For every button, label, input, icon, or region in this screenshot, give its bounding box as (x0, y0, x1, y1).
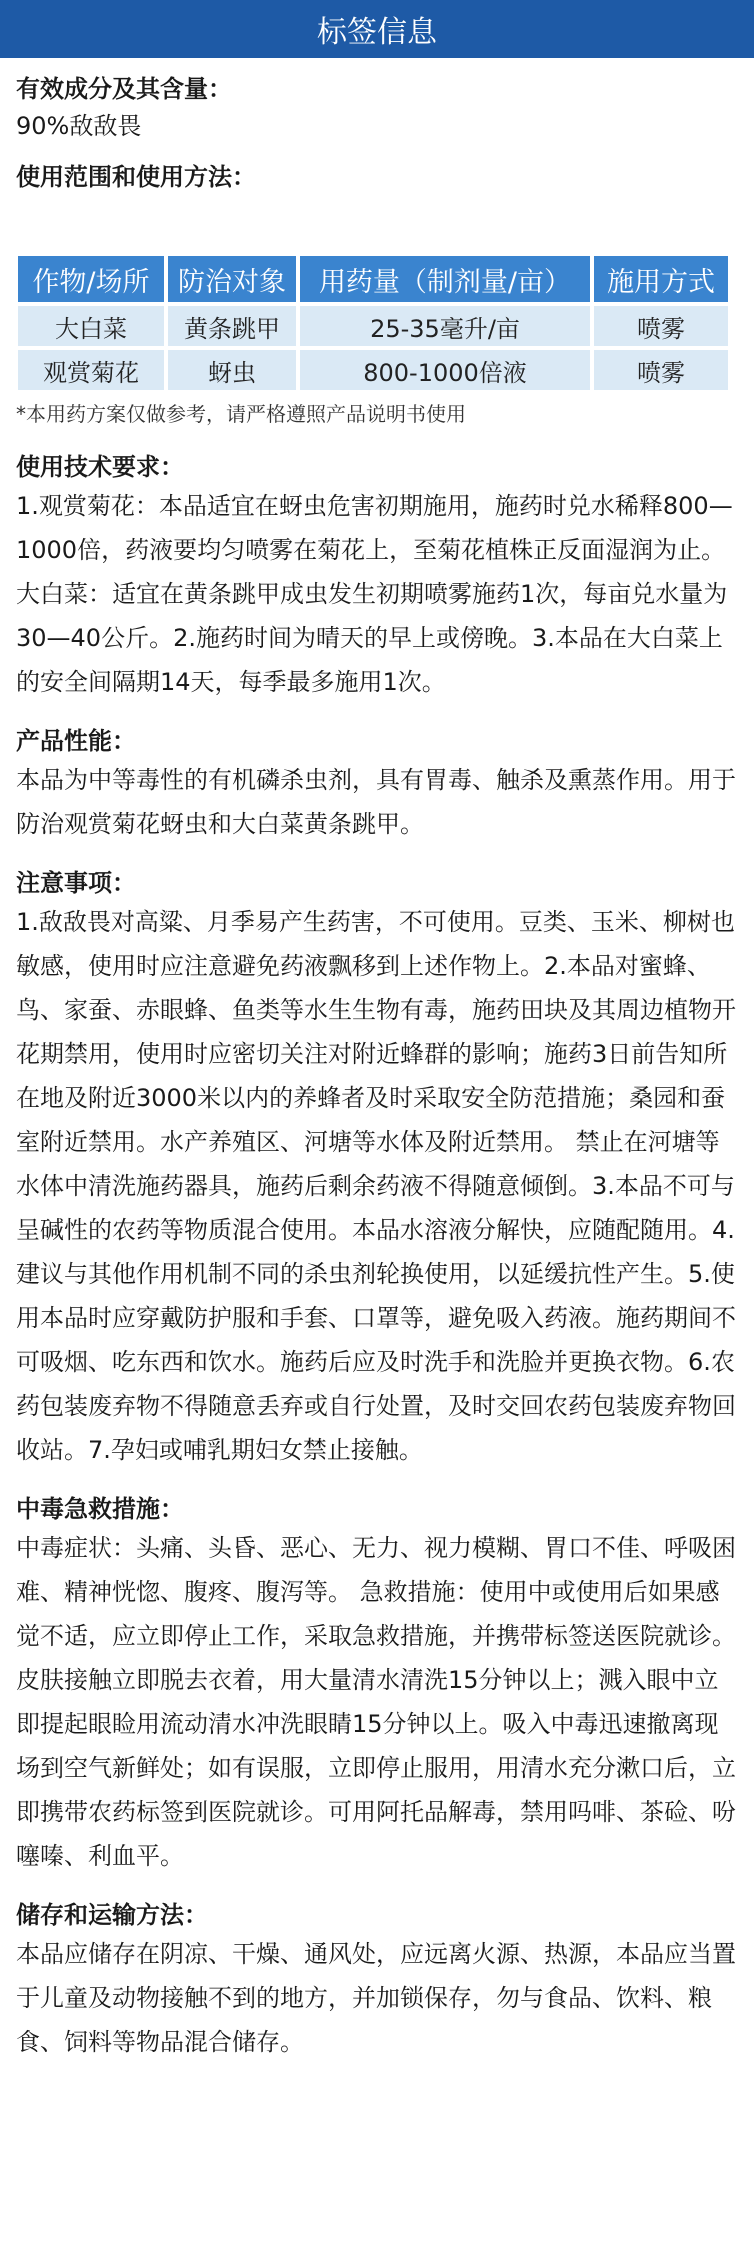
table-cell: 观赏菊花 (18, 350, 164, 390)
section-ingredient (16, 72, 738, 146)
section-usage (16, 160, 738, 428)
table-row (18, 306, 728, 346)
usage-title: 使用范围和使用方法： (16, 163, 256, 191)
usage-table-header (18, 256, 728, 302)
usage-note: *本用药方案仅做参考，请严格遵照产品说明书使用 (16, 402, 466, 426)
header-bar (0, 0, 754, 58)
section-tech (16, 450, 738, 704)
table-row (18, 350, 728, 390)
table-cell: 800-1000倍液 (300, 350, 590, 390)
cautions-title: 注意事项： (16, 869, 136, 897)
col-header-dosage: 用药量（制剂量/亩） (300, 256, 590, 302)
firstaid-text: 中毒症状：头痛、头昏、恶心、无力、视力模糊、胃口不佳、呼吸困难、精神恍惚、腹疼、腹泻等。 急救措施：使用中或使用后如果感觉不适，应立即停止工作，采取急救措施，并携带标签送医院就诊。皮肤接触立即脱去衣着，用大量清水清洗15分钟以上；溅入眼中立即提起眼睑用流动清水冲洗眼睛15分钟以上。吸入中毒迅速撤离现场到空气新鲜处；如有误服，立即停止服用，用清水充分漱口后，立即携带农药标签到医院就诊。可用阿托品解毒，禁用吗啡、茶硷、吩噻嗪、利血平。 (16, 1534, 736, 1870)
col-header-crop: 作物/场所 (18, 256, 164, 302)
section-firstaid (16, 1492, 738, 1878)
col-header-target: 防治对象 (168, 256, 296, 302)
ingredient-value: 90%敌敌畏 (16, 112, 142, 140)
cautions-text: 1.敌敌畏对高粱、月季易产生药害，不可使用。豆类、玉米、柳树也敏感，使用时应注意避免药液飘移到上述作物上。2.本品对蜜蜂、鸟、家蚕、赤眼蜂、鱼类等水生生物有毒，施药田块及其周边植物开花期禁用，使用时应密切关注对附近蜂群的影响；施药3日前告知所在地及附近3000米以内的养蜂者及时采取安全防范措施；桑园和蚕室附近禁用。水产养殖区、河塘等水体及附近禁用。 禁止在河塘等水体中清洗施药器具，施药后剩余药液不得随意倾倒。3.本品不可与呈碱性的农药等物质混合使用。本品水溶液分解快，应随配随用。4.建议与其他作用机制不同的杀虫剂轮换使用，以延缓抗性产生。5.使用本品时应穿戴防护服和手套、口罩等，避免吸入药液。施药期间不可吸烟、吃东西和饮水。施药后应及时洗手和洗脸并更换衣物。6.农药包装废弃物不得随意丢弃或自行处置，及时交回农药包装废弃物回收站。7.孕妇或哺乳期妇女禁止接触。 (16, 908, 736, 1464)
section-cautions (16, 866, 738, 1472)
storage-text: 本品应储存在阴凉、干燥、通风处，应远离火源、热源，本品应当置于儿童及动物接触不到的地方，并加锁保存，勿与食品、饮料、粮食、饲料等物品混合储存。 (16, 1940, 736, 2056)
table-cell: 大白菜 (18, 306, 164, 346)
table-cell: 25-35毫升/亩 (300, 306, 590, 346)
tech-text: 1.观赏菊花：本品适宜在蚜虫危害初期施用，施药时兑水稀释800—1000倍，药液要均匀喷雾在菊花上，至菊花植株正反面湿润为止。大白菜：适宜在黄条跳甲成虫发生初期喷雾施药1次，每亩兑水量为30—40公斤。2.施药时间为晴天的早上或傍晚。3.本品在大白菜上的安全间隔期14天，每季最多施用1次。 (16, 492, 733, 696)
section-performance (16, 724, 738, 846)
col-header-method: 施用方式 (594, 256, 728, 302)
section-storage (16, 1898, 738, 2064)
table-cell: 喷雾 (594, 350, 728, 390)
performance-title: 产品性能： (16, 727, 136, 755)
ingredient-title: 有效成分及其含量： (16, 75, 232, 103)
table-cell: 蚜虫 (168, 350, 296, 390)
label-content (0, 72, 754, 2064)
storage-title: 储存和运输方法： (16, 1901, 208, 1929)
page-title: 标签信息 (317, 15, 437, 50)
tech-title: 使用技术要求： (16, 453, 184, 481)
table-cell: 喷雾 (594, 306, 728, 346)
performance-text: 本品为中等毒性的有机磷杀虫剂，具有胃毒、触杀及熏蒸作用。用于防治观赏菊花蚜虫和大白菜黄条跳甲。 (16, 766, 736, 838)
table-cell: 黄条跳甲 (168, 306, 296, 346)
usage-table (14, 252, 732, 394)
firstaid-title: 中毒急救措施： (16, 1495, 184, 1523)
